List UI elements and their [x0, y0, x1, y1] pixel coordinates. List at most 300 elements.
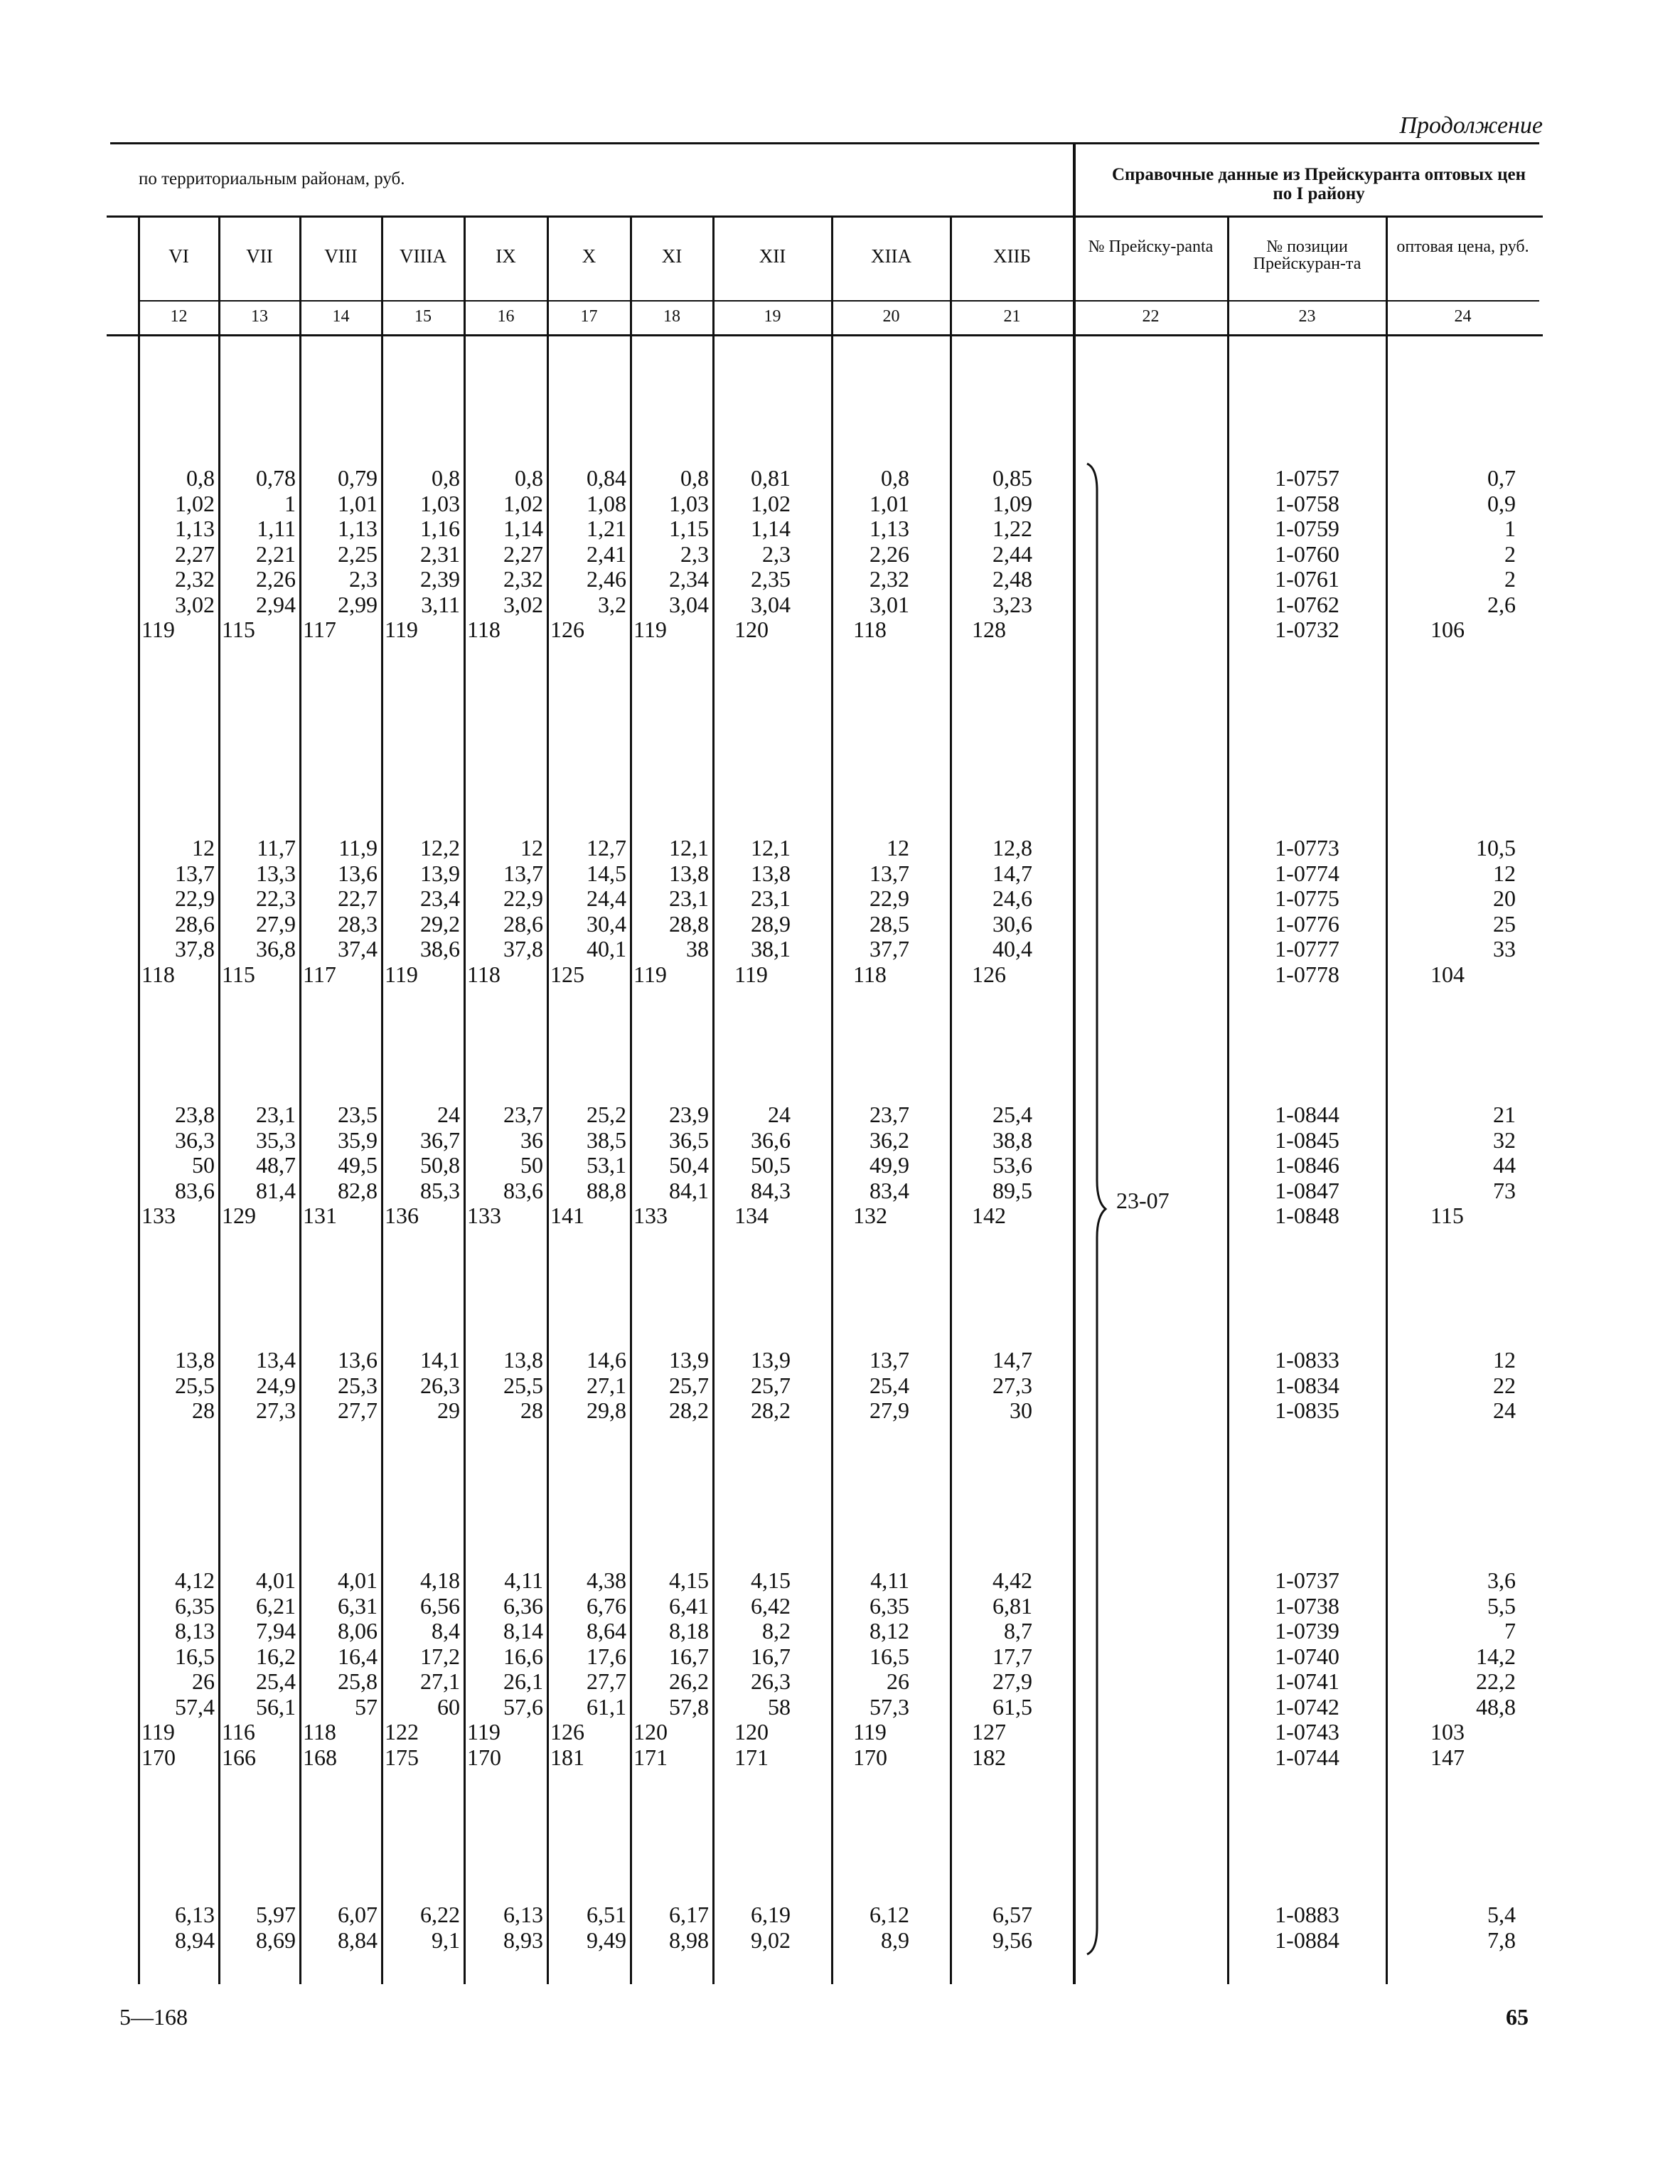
table-cell: 53,1: [587, 1152, 626, 1178]
table-cell: 2,3: [349, 566, 378, 592]
table-cell: 29,2: [420, 910, 460, 937]
table-cell: 119: [141, 1719, 175, 1744]
table-cell: 8,13: [175, 1618, 215, 1644]
table-cell: 127: [972, 1719, 1006, 1744]
table-cell: 1-0778: [1275, 961, 1339, 987]
table-cell: 142: [972, 1203, 1006, 1228]
table-cell: 44: [1493, 1152, 1516, 1178]
table-cell: 0,84: [587, 465, 626, 491]
table-cell: 106: [1430, 617, 1465, 642]
table-cell: 170: [141, 1744, 176, 1770]
column-rule: [630, 217, 632, 1984]
table-cell: 6,57: [993, 1902, 1032, 1927]
table-cell: 119: [141, 617, 175, 642]
table-cell: 1,08: [587, 490, 626, 516]
table-cell: 6,22: [420, 1902, 460, 1927]
table-cell: 120: [734, 1719, 769, 1744]
table-cell: 25,4: [993, 1102, 1032, 1127]
table-cell: 25,8: [338, 1668, 378, 1694]
table-cell: 13,9: [751, 1347, 791, 1373]
table-cell: 3,02: [503, 591, 543, 617]
colnames-bottom-rule: [139, 300, 1539, 302]
table-cell: 6,51: [587, 1902, 626, 1927]
table-cell: 27,9: [256, 910, 296, 937]
table-cell: 115: [222, 961, 255, 987]
table-cell: 1-0744: [1275, 1744, 1339, 1770]
table-cell: 22,3: [256, 885, 296, 911]
table-cell: 36,3: [175, 1126, 215, 1153]
column-rule: [464, 217, 466, 1984]
table-cell: 1-0758: [1275, 490, 1339, 516]
table-cell: 5,4: [1487, 1902, 1516, 1927]
table-cell: 17,7: [993, 1643, 1032, 1669]
table-cell: 13,4: [256, 1347, 296, 1373]
colnums-bottom-rule: [107, 334, 1543, 336]
table-cell: 8,06: [338, 1618, 378, 1644]
table-cell: 1-0739: [1275, 1618, 1339, 1644]
table-cell: 25,5: [175, 1372, 215, 1398]
table-cell: 1-0737: [1275, 1567, 1339, 1593]
table-cell: 22,7: [338, 885, 378, 911]
column-number: 16: [497, 307, 515, 326]
table-cell: 26: [887, 1668, 909, 1694]
table-cell: 118: [467, 961, 501, 987]
table-cell: 27,1: [420, 1668, 460, 1694]
table-cell: 1-0743: [1275, 1719, 1339, 1744]
table-cell: 36,6: [751, 1126, 791, 1153]
table-cell: 11,7: [257, 835, 296, 861]
table-cell: 49,5: [338, 1152, 378, 1178]
table-cell: 17,6: [587, 1643, 626, 1669]
column-number: 19: [764, 307, 781, 326]
table-cell: 1-0732: [1275, 617, 1339, 642]
table-cell: 38: [686, 936, 709, 962]
table-cell: 8,69: [256, 1927, 296, 1953]
table-cell: 6,76: [587, 1592, 626, 1619]
column-rule: [381, 217, 383, 1984]
table-cell: 1,13: [175, 516, 215, 541]
table-cell: 6,35: [175, 1592, 215, 1619]
table-cell: 36,2: [870, 1126, 909, 1153]
table-cell: 40,4: [993, 936, 1032, 962]
left-header-title: по территориальным районам, руб.: [139, 169, 405, 188]
table-cell: 13,8: [503, 1347, 543, 1373]
table-cell: 2,46: [587, 566, 626, 592]
table-cell: 61,1: [587, 1693, 626, 1720]
table-cell: 9,02: [751, 1927, 791, 1953]
table-cell: 23,1: [256, 1102, 296, 1127]
table-cell: 22,2: [1476, 1668, 1516, 1694]
table-cell: 50,4: [669, 1152, 709, 1178]
table-cell: 13,6: [338, 860, 378, 886]
table-cell: 6,81: [993, 1592, 1032, 1619]
column-header: XI: [661, 245, 683, 267]
table-cell: 83,6: [503, 1177, 543, 1203]
table-cell: 141: [550, 1203, 584, 1228]
table-cell: 13,8: [175, 1347, 215, 1373]
table-cell: 136: [385, 1203, 419, 1228]
table-cell: 2,25: [338, 540, 378, 567]
table-cell: 1-0844: [1275, 1102, 1339, 1127]
table-cell: 82,8: [338, 1177, 378, 1203]
table-cell: 12: [1493, 860, 1516, 886]
table-cell: 1,14: [503, 516, 543, 541]
table-cell: 119: [734, 961, 768, 987]
table-cell: 73: [1493, 1177, 1516, 1203]
column-header: VI: [168, 245, 189, 267]
table-cell: 36,5: [669, 1126, 709, 1153]
table-cell: 17,2: [420, 1643, 460, 1669]
column-number: 18: [663, 307, 680, 326]
table-cell: 2,6: [1487, 591, 1516, 617]
table-cell: 0,78: [256, 465, 296, 491]
table-cell: 4,18: [420, 1567, 460, 1593]
table-cell: 3,01: [870, 591, 909, 617]
table-cell: 7,8: [1487, 1927, 1516, 1953]
table-cell: 25,7: [669, 1372, 709, 1398]
table-cell: 37,4: [338, 936, 378, 962]
table-cell: 13,3: [256, 860, 296, 886]
table-cell: 1-0760: [1275, 540, 1339, 567]
table-cell: 116: [222, 1719, 255, 1744]
table-cell: 16,5: [870, 1643, 909, 1669]
table-cell: 13,7: [870, 1347, 909, 1373]
table-cell: 16,6: [503, 1643, 543, 1669]
table-cell: 25,4: [256, 1668, 296, 1694]
table-cell: 182: [972, 1744, 1006, 1770]
table-cell: 8,93: [503, 1927, 543, 1953]
table-cell: 0,85: [993, 465, 1032, 491]
table-cell: 129: [222, 1203, 256, 1228]
table-cell: 14,2: [1476, 1643, 1516, 1669]
table-cell: 6,31: [338, 1592, 378, 1619]
table-cell: 6,12: [870, 1902, 909, 1927]
table-cell: 84,3: [751, 1177, 791, 1203]
table-cell: 22: [1493, 1372, 1516, 1398]
table-cell: 33: [1493, 936, 1516, 962]
table-cell: 8,64: [587, 1618, 626, 1644]
table-cell: 103: [1430, 1719, 1465, 1744]
table-cell: 170: [467, 1744, 501, 1770]
table-cell: 7: [1504, 1618, 1516, 1644]
table-cell: 38,8: [993, 1126, 1032, 1153]
table-cell: 50,8: [420, 1152, 460, 1178]
table-cell: 25,3: [338, 1372, 378, 1398]
table-cell: 1: [1504, 516, 1516, 541]
table-cell: 3,02: [175, 591, 215, 617]
table-cell: 6,41: [669, 1592, 709, 1619]
table-cell: 37,8: [175, 936, 215, 962]
table-cell: 16,7: [751, 1643, 791, 1669]
table-cell: 4,42: [993, 1567, 1032, 1593]
table-cell: 35,9: [338, 1126, 378, 1153]
table-cell: 13,7: [503, 860, 543, 886]
table-cell: 119: [853, 1719, 887, 1744]
table-cell: 133: [467, 1203, 501, 1228]
table-cell: 6,21: [256, 1592, 296, 1619]
table-cell: 21: [1493, 1102, 1516, 1127]
table-cell: 14,7: [993, 860, 1032, 886]
table-cell: 1-0834: [1275, 1372, 1339, 1398]
table-cell: 2,27: [503, 540, 543, 567]
table-cell: 11,9: [338, 835, 378, 861]
table-cell: 3,11: [421, 591, 460, 617]
table-cell: 23,9: [669, 1102, 709, 1127]
table-cell: 12,2: [420, 835, 460, 861]
table-cell: 24: [768, 1102, 791, 1127]
table-cell: 118: [467, 617, 501, 642]
table-cell: 29,8: [587, 1397, 626, 1423]
table-cell: 14,5: [587, 860, 626, 886]
table-cell: 6,13: [175, 1902, 215, 1927]
table-cell: 13,8: [669, 860, 709, 886]
right-header-title: Справочные данные из Прейскуранта оптовых цен по I району: [1112, 165, 1526, 203]
column-rule: [712, 217, 715, 1984]
table-cell: 40,1: [587, 936, 626, 962]
column-number: 12: [170, 307, 188, 326]
table-cell: 48,7: [256, 1152, 296, 1178]
table-cell: 16,7: [669, 1643, 709, 1669]
table-cell: 104: [1430, 961, 1465, 987]
table-cell: 8,94: [175, 1927, 215, 1953]
table-cell: 27,3: [993, 1372, 1032, 1398]
table-cell: 23,7: [870, 1102, 909, 1127]
section-separator: [1073, 144, 1076, 1984]
table-cell: 175: [385, 1744, 419, 1770]
table-cell: 60: [437, 1693, 460, 1720]
table-cell: 0,8: [432, 465, 460, 491]
table-cell: 4,01: [338, 1567, 378, 1593]
table-cell: 0,9: [1487, 490, 1516, 516]
table-cell: 6,19: [751, 1902, 791, 1927]
table-cell: 24,9: [256, 1372, 296, 1398]
table-cell: 1-0741: [1275, 1668, 1339, 1694]
column-header: VIII: [324, 245, 358, 267]
table-cell: 2,34: [669, 566, 709, 592]
table-cell: 1,15: [669, 516, 709, 541]
table-cell: 24,6: [993, 885, 1032, 911]
table-cell: 23,4: [420, 885, 460, 911]
table-cell: 28,6: [503, 910, 543, 937]
column-header: IX: [496, 245, 516, 267]
table-cell: 50,5: [751, 1152, 791, 1178]
table-cell: 8,14: [503, 1618, 543, 1644]
table-cell: 30: [1010, 1397, 1032, 1423]
table-cell: 6,36: [503, 1592, 543, 1619]
table-cell: 2,27: [175, 540, 215, 567]
table-cell: 126: [550, 617, 584, 642]
table-cell: 8,7: [1004, 1618, 1032, 1644]
table-cell: 38,1: [751, 936, 791, 962]
table-cell: 9,49: [587, 1927, 626, 1953]
table-cell: 2,32: [870, 566, 909, 592]
table-cell: 118: [853, 961, 887, 987]
table-cell: 5,5: [1487, 1592, 1516, 1619]
table-cell: 1,02: [175, 490, 215, 516]
page-number: 65: [1506, 2004, 1529, 2030]
table-cell: 36,7: [420, 1126, 460, 1153]
column-rule: [950, 217, 952, 1984]
table-cell: 29: [437, 1397, 460, 1423]
table-cell: 115: [1430, 1203, 1464, 1228]
table-cell: 2,26: [256, 566, 296, 592]
column-number: 17: [580, 307, 598, 326]
table-cell: 1,01: [338, 490, 378, 516]
table-cell: 38,6: [420, 936, 460, 962]
table-cell: 1-0847: [1275, 1177, 1339, 1203]
table-cell: 61,5: [993, 1693, 1032, 1720]
table-cell: 8,84: [338, 1927, 378, 1953]
table-cell: 122: [385, 1719, 419, 1744]
table-cell: 120: [633, 1719, 668, 1744]
pricelist-number: 23-07: [1116, 1188, 1170, 1213]
table-cell: 2,35: [751, 566, 791, 592]
table-cell: 12,7: [587, 835, 626, 861]
table-cell: 8,9: [881, 1927, 909, 1953]
table-cell: 53,6: [993, 1152, 1032, 1178]
table-cell: 24: [1493, 1397, 1516, 1423]
column-header: X: [582, 245, 596, 267]
table-cell: 50: [192, 1152, 215, 1178]
table-cell: 2: [1504, 540, 1516, 567]
table-cell: 2,21: [256, 540, 296, 567]
column-number: 24: [1454, 307, 1472, 326]
table-cell: 13,9: [420, 860, 460, 886]
table-cell: 28,9: [751, 910, 791, 937]
table-cell: 6,56: [420, 1592, 460, 1619]
table-cell: 119: [385, 961, 418, 987]
table-cell: 1-0759: [1275, 516, 1339, 541]
table-cell: 26,1: [503, 1668, 543, 1694]
table-cell: 1-0848: [1275, 1203, 1339, 1228]
table-cell: 1,01: [870, 490, 909, 516]
table-cell: 25,5: [503, 1372, 543, 1398]
table-cell: 9,56: [993, 1927, 1032, 1953]
column-header: XII: [759, 245, 786, 267]
table-cell: 13,6: [338, 1347, 378, 1373]
table-cell: 27,1: [587, 1372, 626, 1398]
table-cell: 28,6: [175, 910, 215, 937]
table-cell: 119: [385, 617, 418, 642]
table-cell: 32: [1493, 1126, 1516, 1153]
table-cell: 85,3: [420, 1177, 460, 1203]
table-cell: 25,7: [751, 1372, 791, 1398]
table-cell: 37,7: [870, 936, 909, 962]
table-cell: 23,8: [175, 1102, 215, 1127]
table-cell: 131: [303, 1203, 337, 1228]
table-cell: 118: [141, 961, 175, 987]
table-cell: 1,14: [751, 516, 791, 541]
table-cell: 57,8: [669, 1693, 709, 1720]
table-cell: 23,1: [669, 885, 709, 911]
table-cell: 3,04: [669, 591, 709, 617]
table-cell: 1-0883: [1275, 1902, 1339, 1927]
table-cell: 0,79: [338, 465, 378, 491]
table-cell: 1,03: [420, 490, 460, 516]
table-cell: 166: [222, 1744, 256, 1770]
table-cell: 27,9: [870, 1397, 909, 1423]
table-cell: 88,8: [587, 1177, 626, 1203]
table-cell: 16,4: [338, 1643, 378, 1669]
table-cell: 3,23: [993, 591, 1032, 617]
table-cell: 28,3: [338, 910, 378, 937]
table-cell: 2,94: [256, 591, 296, 617]
table-cell: 119: [633, 961, 667, 987]
table-cell: 26,3: [751, 1668, 791, 1694]
table-cell: 4,15: [751, 1567, 791, 1593]
table-cell: 1-0833: [1275, 1347, 1339, 1373]
table-cell: 13,7: [175, 860, 215, 886]
column-number: 15: [414, 307, 432, 326]
table-cell: 81,4: [256, 1177, 296, 1203]
table-cell: 2,3: [762, 540, 791, 567]
table-cell: 89,5: [993, 1177, 1032, 1203]
table-cell: 2,32: [503, 566, 543, 592]
table-cell: 8,98: [669, 1927, 709, 1953]
table-cell: 37,8: [503, 936, 543, 962]
column-header: VII: [246, 245, 273, 267]
column-rule: [299, 217, 301, 1984]
table-cell: 2,31: [420, 540, 460, 567]
table-cell: 1-0777: [1275, 936, 1339, 962]
table-cell: 0,8: [881, 465, 909, 491]
table-cell: 1,16: [420, 516, 460, 541]
table-cell: 170: [853, 1744, 887, 1770]
column-rule: [218, 217, 220, 1984]
table-cell: 181: [550, 1744, 584, 1770]
table-cell: 22,9: [870, 885, 909, 911]
table-cell: 2,41: [587, 540, 626, 567]
table-cell: 3,04: [751, 591, 791, 617]
table-cell: 115: [222, 617, 255, 642]
table-cell: 1,22: [993, 516, 1032, 541]
table-cell: 117: [303, 617, 336, 642]
table-cell: 147: [1430, 1744, 1465, 1770]
table-cell: 6,07: [338, 1902, 378, 1927]
table-cell: 6,35: [870, 1592, 909, 1619]
column-rule: [831, 217, 833, 1984]
table-cell: 126: [550, 1719, 584, 1744]
table-cell: 57: [355, 1693, 378, 1720]
table-cell: 35,3: [256, 1126, 296, 1153]
table-cell: 1,21: [587, 516, 626, 541]
table-cell: 1-0757: [1275, 465, 1339, 491]
table-cell: 1-0846: [1275, 1152, 1339, 1178]
table-cell: 1: [284, 490, 296, 516]
table-cell: 57,3: [870, 1693, 909, 1720]
table-cell: 36: [520, 1126, 543, 1153]
table-cell: 20: [1493, 885, 1516, 911]
table-cell: 26,3: [420, 1372, 460, 1398]
footer-code: 5—168: [119, 2004, 188, 2030]
table-cell: 28,2: [669, 1397, 709, 1423]
table-cell: 1-0738: [1275, 1592, 1339, 1619]
table-cell: 1-0761: [1275, 566, 1339, 592]
table-cell: 120: [734, 617, 769, 642]
table-cell: 1-0776: [1275, 910, 1339, 937]
table-cell: 119: [633, 617, 667, 642]
table-cell: 28: [192, 1397, 215, 1423]
table-cell: 1-0775: [1275, 885, 1339, 911]
table-cell: 2,3: [680, 540, 709, 567]
table-cell: 4,12: [175, 1567, 215, 1593]
table-cell: 50: [520, 1152, 543, 1178]
table-cell: 49,9: [870, 1152, 909, 1178]
table-cell: 1,02: [751, 490, 791, 516]
table-cell: 1,09: [993, 490, 1032, 516]
table-cell: 1-0773: [1275, 835, 1339, 861]
table-cell: 3,2: [598, 591, 626, 617]
